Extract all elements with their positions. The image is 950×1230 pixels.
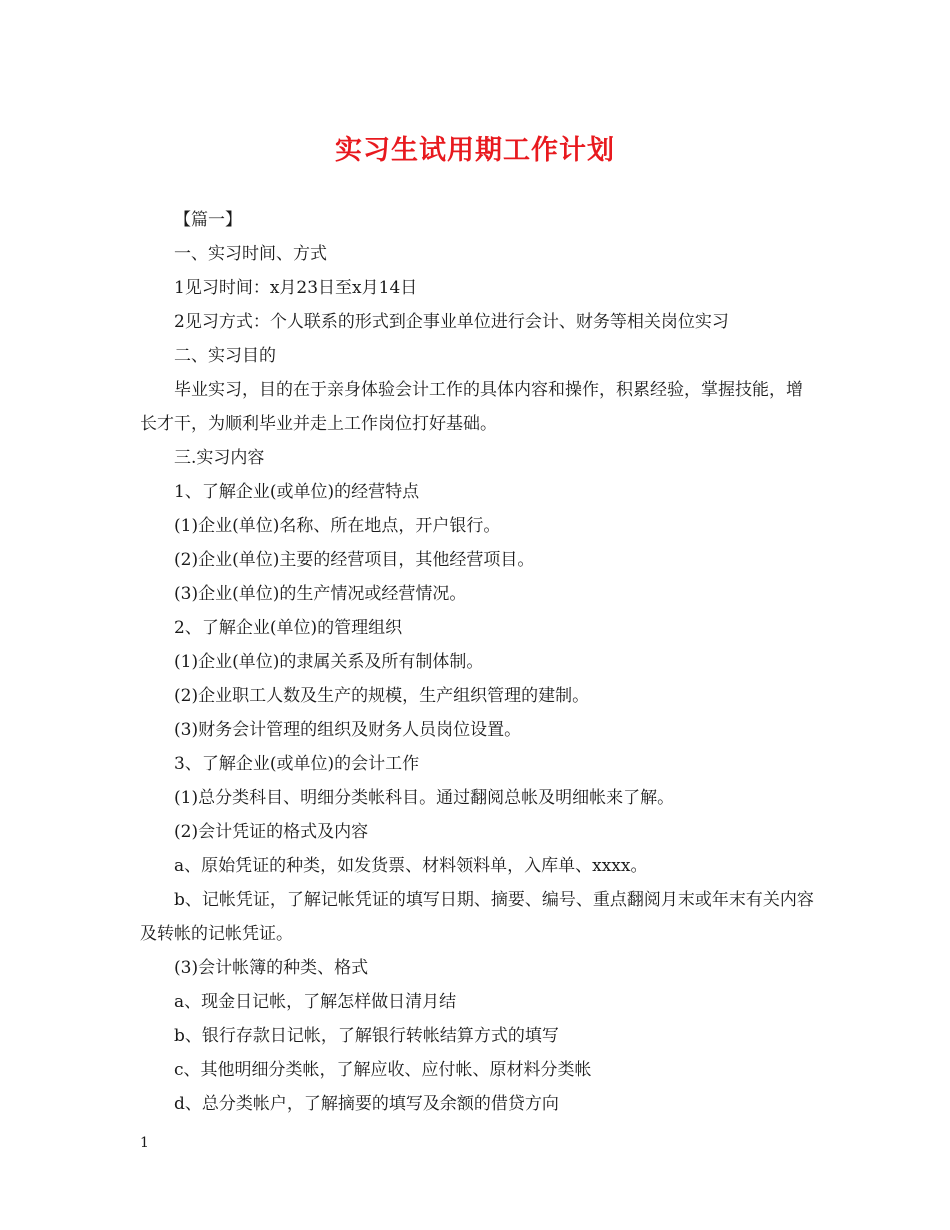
paragraph: 一、实习时间、方式: [174, 244, 327, 264]
paragraph: (2)企业职工人数及生产的规模，生产组织管理的建制。: [174, 686, 590, 706]
paragraph: (1)企业(单位)的隶属关系及所有制体制。: [174, 652, 484, 672]
paragraph: c、其他明细分类帐，了解应收、应付帐、原材料分类帐: [174, 1060, 592, 1080]
paragraph: 2见习方式：个人联系的形式到企事业单位进行会计、财务等相关岗位实习: [174, 312, 729, 332]
paragraph: (1)企业(单位)名称、所在地点，开户银行。: [174, 516, 501, 536]
paragraph: 毕业实习，目的在于亲身体验会计工作的具体内容和操作，积累经验，掌握技能，增长才干，为顺利毕业并走上工作岗位打好基础。: [140, 380, 803, 434]
paragraph: b、银行存款日记帐，了解银行转帐结算方式的填写: [174, 1026, 559, 1046]
paragraph: 2、了解企业(单位)的管理组织: [174, 618, 403, 638]
paragraph: 【篇一】: [174, 210, 242, 230]
paragraph: 三.实习内容: [174, 448, 265, 468]
paragraph: (1)总分类科目、明细分类帐科目。通过翻阅总帐及明细帐来了解。: [174, 788, 675, 808]
document-title: 实习生试用期工作计划: [335, 135, 615, 166]
page-number: 1: [140, 1135, 149, 1151]
paragraph: 二、实习目的: [174, 346, 276, 366]
paragraph: 3、了解企业(或单位)的会计工作: [174, 754, 420, 774]
paragraph: a、现金日记帐，了解怎样做日清月结: [174, 992, 457, 1012]
paragraph: (3)财务会计管理的组织及财务人员岗位设置。: [174, 720, 522, 740]
paragraph: (2)会计凭证的格式及内容: [174, 822, 369, 842]
document-body: [140, 203, 815, 1121]
paragraph: a、原始凭证的种类，如发货票、材料领料单，入库单、xxxx。: [174, 856, 648, 876]
paragraph: b、记帐凭证，了解记帐凭证的填写日期、摘要、编号、重点翻阅月末或年末有关内容及转帐的记帐凭证。: [140, 890, 814, 944]
paragraph: 1、了解企业(或单位)的经营特点: [174, 482, 420, 502]
paragraph: 1见习时间：x月23日至x月14日: [174, 278, 418, 298]
paragraph: (3)企业(单位)的生产情况或经营情况。: [174, 584, 467, 604]
paragraph: (3)会计帐簿的种类、格式: [174, 958, 369, 978]
paragraph: d、总分类帐户，了解摘要的填写及余额的借贷方向: [174, 1094, 559, 1114]
paragraph: (2)企业(单位)主要的经营项目，其他经营项目。: [174, 550, 535, 570]
